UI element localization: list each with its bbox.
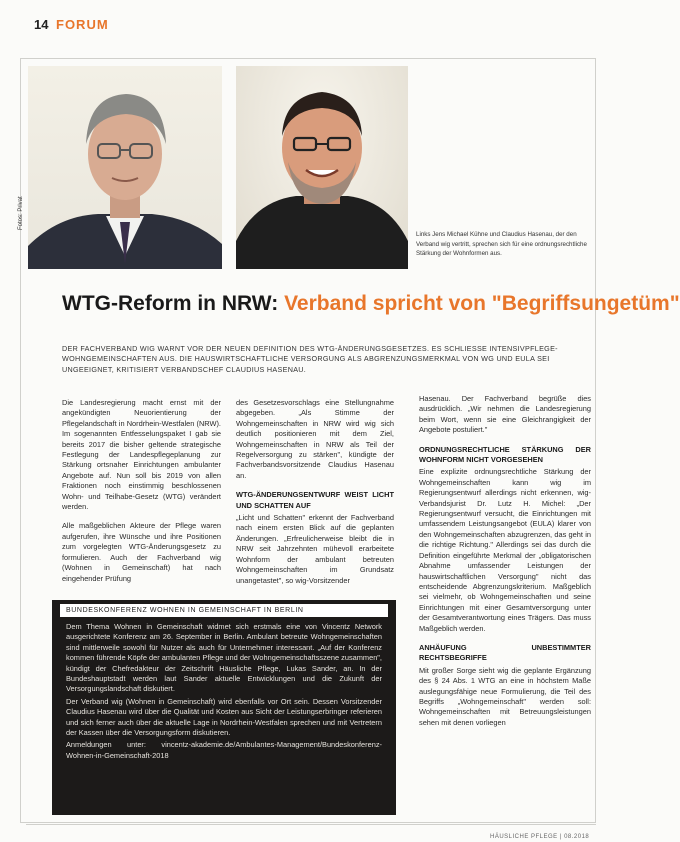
text-column-2	[236, 398, 394, 595]
page-footer: HÄUSLICHE PFLEGE | 08.2018	[490, 834, 590, 840]
photo-credit: Fotos: Privat	[18, 196, 24, 230]
section-label: FORUM	[56, 17, 109, 32]
paragraph: „Licht und Schatten" erkennt der Fachverband nach einem ersten Blick auf die geplanten Änderungen. „Erfreulicherweise bleibt die in NRW seit Jahrzehnten mühevoll erarbeitete Wohnform der ambulant betreuten Wohngemeinschaften im Grundsatz unangetastet", so wig-Vorsitzender	[236, 513, 394, 585]
article-title	[62, 292, 680, 316]
info-box-heading: BUNDESKONFERENZ WOHNEN IN GEMEINSCHAFT IN BERLIN	[60, 604, 388, 617]
title-prefix: WTG-Reform in NRW:	[62, 292, 279, 315]
paragraph: Der Verband wig (Wohnen in Gemeinschaft) wird ebenfalls vor Ort sein. Dessen Vorsitzender Claudius Hasenau wird über die Qualität und Kosten aus Sicht der Leistungserbringer referieren und sich ferner auch über die aktuelle Lage in Nordrhein-Westfalen sprechen und mit Vertretern der Kassen über die Versorgungsform diskutieren.	[66, 696, 382, 738]
portrait-photo-left	[28, 66, 222, 269]
registration-link[interactable]: Anmeldungen unter: vincentz-akademie.de/Ambulantes-Management/Bundeskonferenz-Wohnen-in-Gemeinschaft-2018	[66, 740, 382, 760]
photo-caption: Links Jens Michael Kühne und Claudius Hasenau, der den Verband wig vertritt, sprechen sich für eine ordnungsrechtliche Stärkung der Wohnformen aus.	[416, 231, 587, 258]
info-box-body	[52, 617, 396, 761]
portrait-photo-right	[236, 66, 408, 269]
paragraph: Eine explizite ordnungsrechtliche Stärkung der Wohngemeinschaften kann wig im Regierungsentwurf allerdings nicht erkennen, wig-Verbandsjurist Dr. Lutz H. Michel: „Der Regierungsentwurf versucht, die Einrichtungen mit umfassendem Leistungsangebot (EULA) klarer von den Wohngemeinschaften abzugrenzen, das geht in die richtige Richtung." Allerdings sei das durch die Definition eingeführte Merkmal der „obligatorischen Abnahme umfassender Leistungen der hauswirtschaftlichen Versorgung" nicht das entscheidende Abgrenzungskriterium. Maßgeblich sei vielmehr, ob Wohngemeinschaften und seine Einrichtungen mit einer Gesamtversorgung unter der Gesamtverantwortung eines Trägers. Das muss Maßgeblich werden.	[419, 467, 591, 633]
subheading: ANHÄUFUNG UNBESTIMMTER RECHTSBEGRIFFE	[419, 642, 591, 663]
paragraph: Mit großer Sorge sieht wig die geplante Ergänzung des § 24 Abs. 1 WTG an eine in höchstem Maße auslegungsfähige neue Formulierung, die Teil des Begriffs „Wohngemeinschaft" werden soll: Wohngemeinschaften mit Betreuungsleistungen sehen mit denen vorliegen	[419, 665, 591, 727]
title-main: Verband spricht von "Begriffsungetüm"	[284, 292, 680, 315]
footer-divider	[26, 824, 596, 825]
text-column-1	[62, 398, 221, 593]
paragraph: Alle maßgeblichen Akteure der Pflege waren aufgerufen, ihre Wünsche und ihre Positionen zum vorgelegten WTG-Änderungsgesetz zu formulieren. Auch der Fachverband wig (Wohnen in Gemeinschaft) hat nach eingehender Prüfung	[62, 521, 221, 583]
subheading: WTG-ÄNDERUNGSENTWURF WEIST LICHT UND SCHATTEN AUF	[236, 490, 394, 510]
article-lead: DER FACHVERBAND WIG WARNT VOR DER NEUEN DEFINITION DES WTG-ÄNDERUNGSGESETZES. ES SCHLIESSE INTENSIVPFLEGE-WOHNGEMEINSCHAFTEN AUS. DIE HAUSWIRTSCHAFTLICHE VERSORGUNG ALS ABGRENZUNGSMERKMAL VON WG UND EULA SEI UNGEEIGNET, KRITISIERT VERBANDSCHEF CLAUDIUS HASENAU.	[62, 344, 558, 374]
info-box	[52, 600, 396, 815]
paragraph: Hasenau. Der Fachverband begrüße dies ausdrücklich. „Wir nehmen die Landesregierung beim Wort, wenn sie eine Gleichrangigkeit der Angebote postuliert."	[419, 394, 591, 435]
paragraph: Die Landesregierung macht ernst mit der angekündigten Neuorientierung der Pflegelandschaft in Nordrhein-Westfalen (NRW). Im sogenannten Entfesselungspaket I gab sie bereits 2017 die bisher geltende strategische Festlegung der Landespflegeplanung zur Stärkung ortsnaher Einrichtungen ambulanter Angebote auf. Nun soll bis 2019 von allen Fraktionen noch einstimmig beschlossenen Wohn- und Teilhabe-Gesetz (WTG) verändert werden.	[62, 398, 221, 512]
page-number: 14	[34, 17, 49, 32]
text-column-3	[419, 394, 591, 737]
subheading: ORDNUNGSRECHTLICHE STÄRKUNG DER WOHNFORM NICHT VORGESEHEN	[419, 444, 591, 465]
paragraph: des Gesetzesvorschlags eine Stellungnahme abgegeben. „Als Stimme der Wohngemeinschaften in NRW wird wig sich deutlich positionieren mit dem Ziel, Wohngemeinschaften in NRW als Teil der Regelversorgung zu stärken", kündigte der Fachverbandsvorsitzende Claudius Hasenau an.	[236, 398, 394, 480]
paragraph: Dem Thema Wohnen in Gemeinschaft widmet sich erstmals eine von Vincentz Network ausgerichtete Konferenz am 26. September in Berlin. Ambulant betreute Wohngemeinschaften sind mittlerweile sowohl für Nutzer als auch für Unternehmer interessant. „Auf der Konferenz kommen führende Köpfe der ambulanten Pflege und der Wohngemeinschaftsszene zusammen", kündigt der Chefredakteur der Zeitschrift Häusliche Pflege, Lukas Sander, an. In der Bundeshauptstadt werden laut Sander aktuelle Entwicklungen und die Zukunft der Versorgungslandschaft diskutiert.	[66, 622, 382, 694]
